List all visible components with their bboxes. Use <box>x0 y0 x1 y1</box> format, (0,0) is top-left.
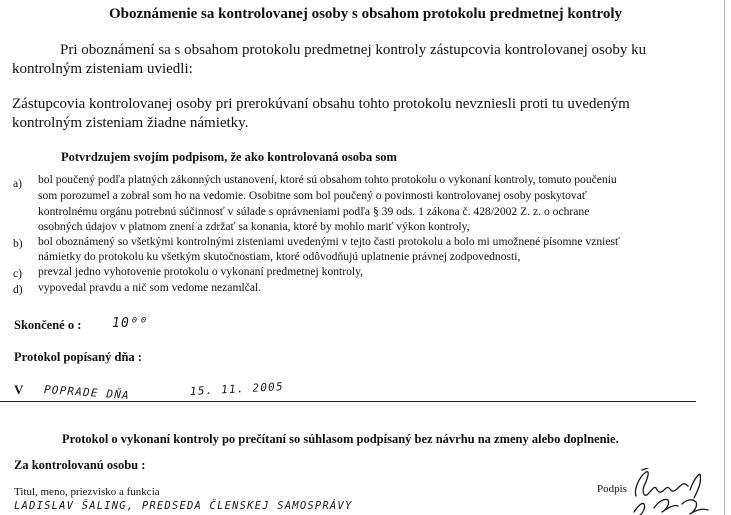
item-line: námietky do protokolu ku všetkým skutočnostiam, ktoré odôvodňujú uplatnenie právnej zodpovednosti, <box>38 250 521 263</box>
item-letter: a) <box>13 177 23 190</box>
signature-label: Podpis <box>597 483 627 495</box>
item-line: vypovedal pravdu a nič som vedome nezamlčal. <box>38 281 262 294</box>
signed-prefix: V <box>14 382 24 397</box>
document-title: Oboznámenie sa kontrolovanej osoby s obsahom protokolu predmetnej kontroly <box>108 6 623 22</box>
statement-line-1: Zástupcovia kontrolovanej osoby pri prerokúvaní obsahu tohto protokolu nevzniesli proti tu uvedeným <box>12 96 630 112</box>
name-value: LADISLAV ŠALING, PREDSEDA ČLENSKEJ SAMOSPRÁVY <box>14 500 353 512</box>
item-letter: b) <box>13 237 23 250</box>
intro-line-2: kontrolným zisteniam uviedli: <box>12 61 193 77</box>
name-label: Titul, meno, priezvisko a funkcia <box>14 486 160 498</box>
intro-line-1: Pri oboznámení sa s obsahom protokolu predmetnej kontroly zástupcovia kontrolovanej osoby ku <box>60 42 647 58</box>
item-line: kontrolnému orgánu potrebnú súčinnosť v súlade s oprávneniami podľa § 39 ods. 1 zákona č. 428/2002 Z. z. o ochrane <box>38 205 590 218</box>
signed-place: POPRADE DŇA <box>43 383 131 402</box>
item-line: som porozumel a zobral som ho na vedomie. Osobitne som bol poučený o povinnosti kontrolovanej osoby poskytovať <box>38 189 587 202</box>
item-line: osobných údajov v platnom znení a zdržať sa konania, ktoré by mohlo mariť výkon kontroly, <box>38 220 470 233</box>
page-edge <box>724 0 725 515</box>
item-line: bol poučený podľa platných zákonných ustanovení, ktoré sú obsahom tohto protokolu o vykonaní kontroly, tomuto poučeniu <box>38 173 617 186</box>
ended-label: Skončené o : <box>14 318 82 332</box>
ended-value: 10⁰⁰ <box>112 316 149 331</box>
closing-statement: Protokol o vykonaní kontroly po prečítaní so súhlasom podpísaný bez návrhu na zmeny alebo doplnenie. <box>62 432 619 446</box>
item-line: bol oboznámený so všetkými kontrolnými zisteniami uvedenými v tejto časti protokolu a bolo mi umožnené písomne vzniesť <box>38 235 620 248</box>
item-line: prevzal jedno vyhotovenie protokolu o vykonaní predmetnej kontroly, <box>38 265 364 278</box>
separator-line <box>0 401 696 402</box>
statement-line-2: kontrolným zisteniam žiadne námietky. <box>12 115 249 131</box>
signed-date: 15. 11. 2005 <box>189 380 285 398</box>
signed-label: Protokol popísaný dňa : <box>14 350 142 364</box>
signature-mark <box>622 468 722 515</box>
for-label: Za kontrolovanú osobu : <box>14 458 146 472</box>
confirm-heading: Potvrdzujem svojím podpisom, že ako kontrolovaná osoba som <box>61 150 397 164</box>
item-letter: d) <box>13 283 23 296</box>
item-letter: c) <box>13 267 23 280</box>
